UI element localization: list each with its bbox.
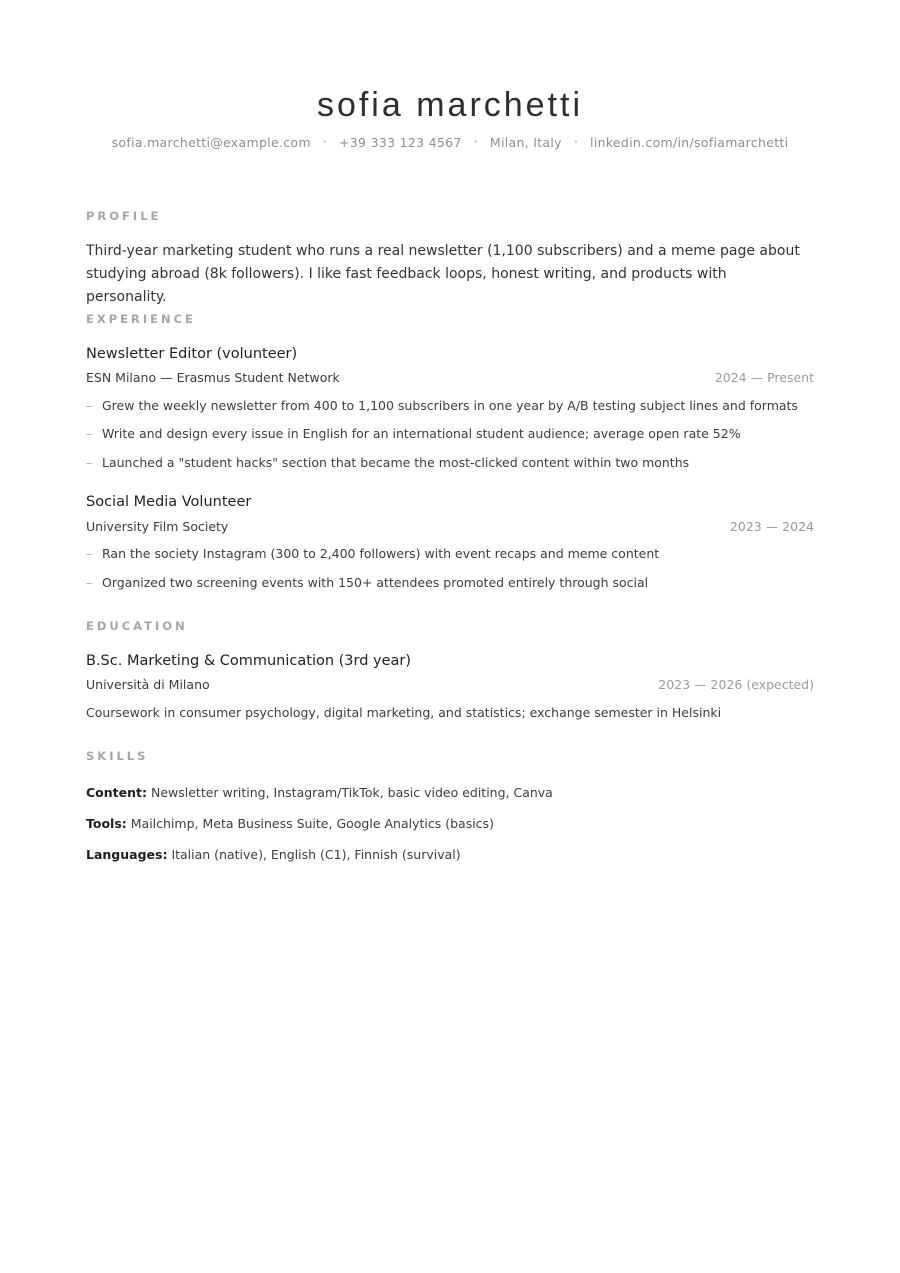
job-title: Newsletter Editor (volunteer) xyxy=(86,346,298,362)
bullet-text: Ran the society Instagram (300 to 2,400 followers) with event recaps and meme content xyxy=(102,546,660,561)
section-title-profile: PROFILE xyxy=(86,209,162,223)
bullet-dash: – xyxy=(86,426,93,441)
contact-line xyxy=(0,135,900,150)
linkedin-link[interactable]: linkedin.com/in/sofiamarchetti xyxy=(590,135,789,150)
skill-value: Mailchimp, Meta Business Suite, Google Analytics (basics) xyxy=(130,816,494,831)
email-link[interactable]: sofia.marchetti@example.com xyxy=(111,135,311,150)
job-bullet xyxy=(86,398,814,413)
separator-dot: • xyxy=(572,137,580,148)
job-organization: ESN Milano — Erasmus Student Network xyxy=(86,370,340,385)
separator-dot: • xyxy=(472,137,479,148)
profile-summary: Third-year marketing student who runs a real newsletter (1,100 subscribers) and a meme page about studying abroad (8k followers). I like fast feedback loops, honest writing, and products with personality. xyxy=(86,243,800,305)
degree-title: B.Sc. Marketing & Communication (3rd year) xyxy=(86,653,412,669)
skill-row xyxy=(86,785,814,800)
skill-label: Tools: xyxy=(86,816,127,831)
bullet-text: Write and design every issue in English for an international student audience; average open rate 52% xyxy=(102,426,741,441)
job-dates: 2024 — Present xyxy=(714,370,814,385)
education-dates: 2023 — 2026 (expected) xyxy=(658,677,814,692)
bullet-text: Launched a "student hacks" section that became the most-clicked content within two months xyxy=(102,455,690,470)
skill-row xyxy=(86,847,814,862)
separator-dot: • xyxy=(321,137,329,148)
coursework-text: Coursework in consumer psychology, digital marketing, and statistics; exchange semester in Helsinki xyxy=(86,705,722,720)
job-bullet xyxy=(86,426,814,441)
section-title-education: EDUCATION xyxy=(86,619,188,633)
bullet-dash: – xyxy=(86,575,93,590)
skill-value: Newsletter writing, Instagram/TikTok, basic video editing, Canva xyxy=(150,785,553,800)
location: Milan, Italy xyxy=(489,135,562,150)
skill-row xyxy=(86,816,814,831)
bullet-dash: – xyxy=(86,455,93,470)
phone-number: +39 333 123 4567 xyxy=(339,135,462,150)
school-name: Università di Milano xyxy=(86,677,210,692)
bullet-dash: – xyxy=(86,398,93,413)
section-title-skills: SKILLS xyxy=(86,749,149,763)
job-bullet xyxy=(86,575,814,590)
bullet-dash: – xyxy=(86,546,93,561)
job-title: Social Media Volunteer xyxy=(86,494,252,510)
bullet-text: Grew the weekly newsletter from 400 to 1,100 subscribers in one year by A/B testing subject lines and formats xyxy=(102,398,798,413)
job-bullet xyxy=(86,455,814,470)
candidate-name: sofia marchetti xyxy=(316,86,584,124)
bullet-text: Organized two screening events with 150+ attendees promoted entirely through social xyxy=(102,575,649,590)
job-bullet xyxy=(86,546,814,561)
job-dates: 2023 — 2024 xyxy=(729,519,814,534)
skill-value: Italian (native), English (C1), Finnish (survival) xyxy=(171,847,461,862)
section-title-experience: EXPERIENCE xyxy=(86,312,196,326)
skill-label: Languages: xyxy=(86,847,168,862)
skill-label: Content: xyxy=(86,785,147,800)
job-organization: University Film Society xyxy=(86,519,229,534)
